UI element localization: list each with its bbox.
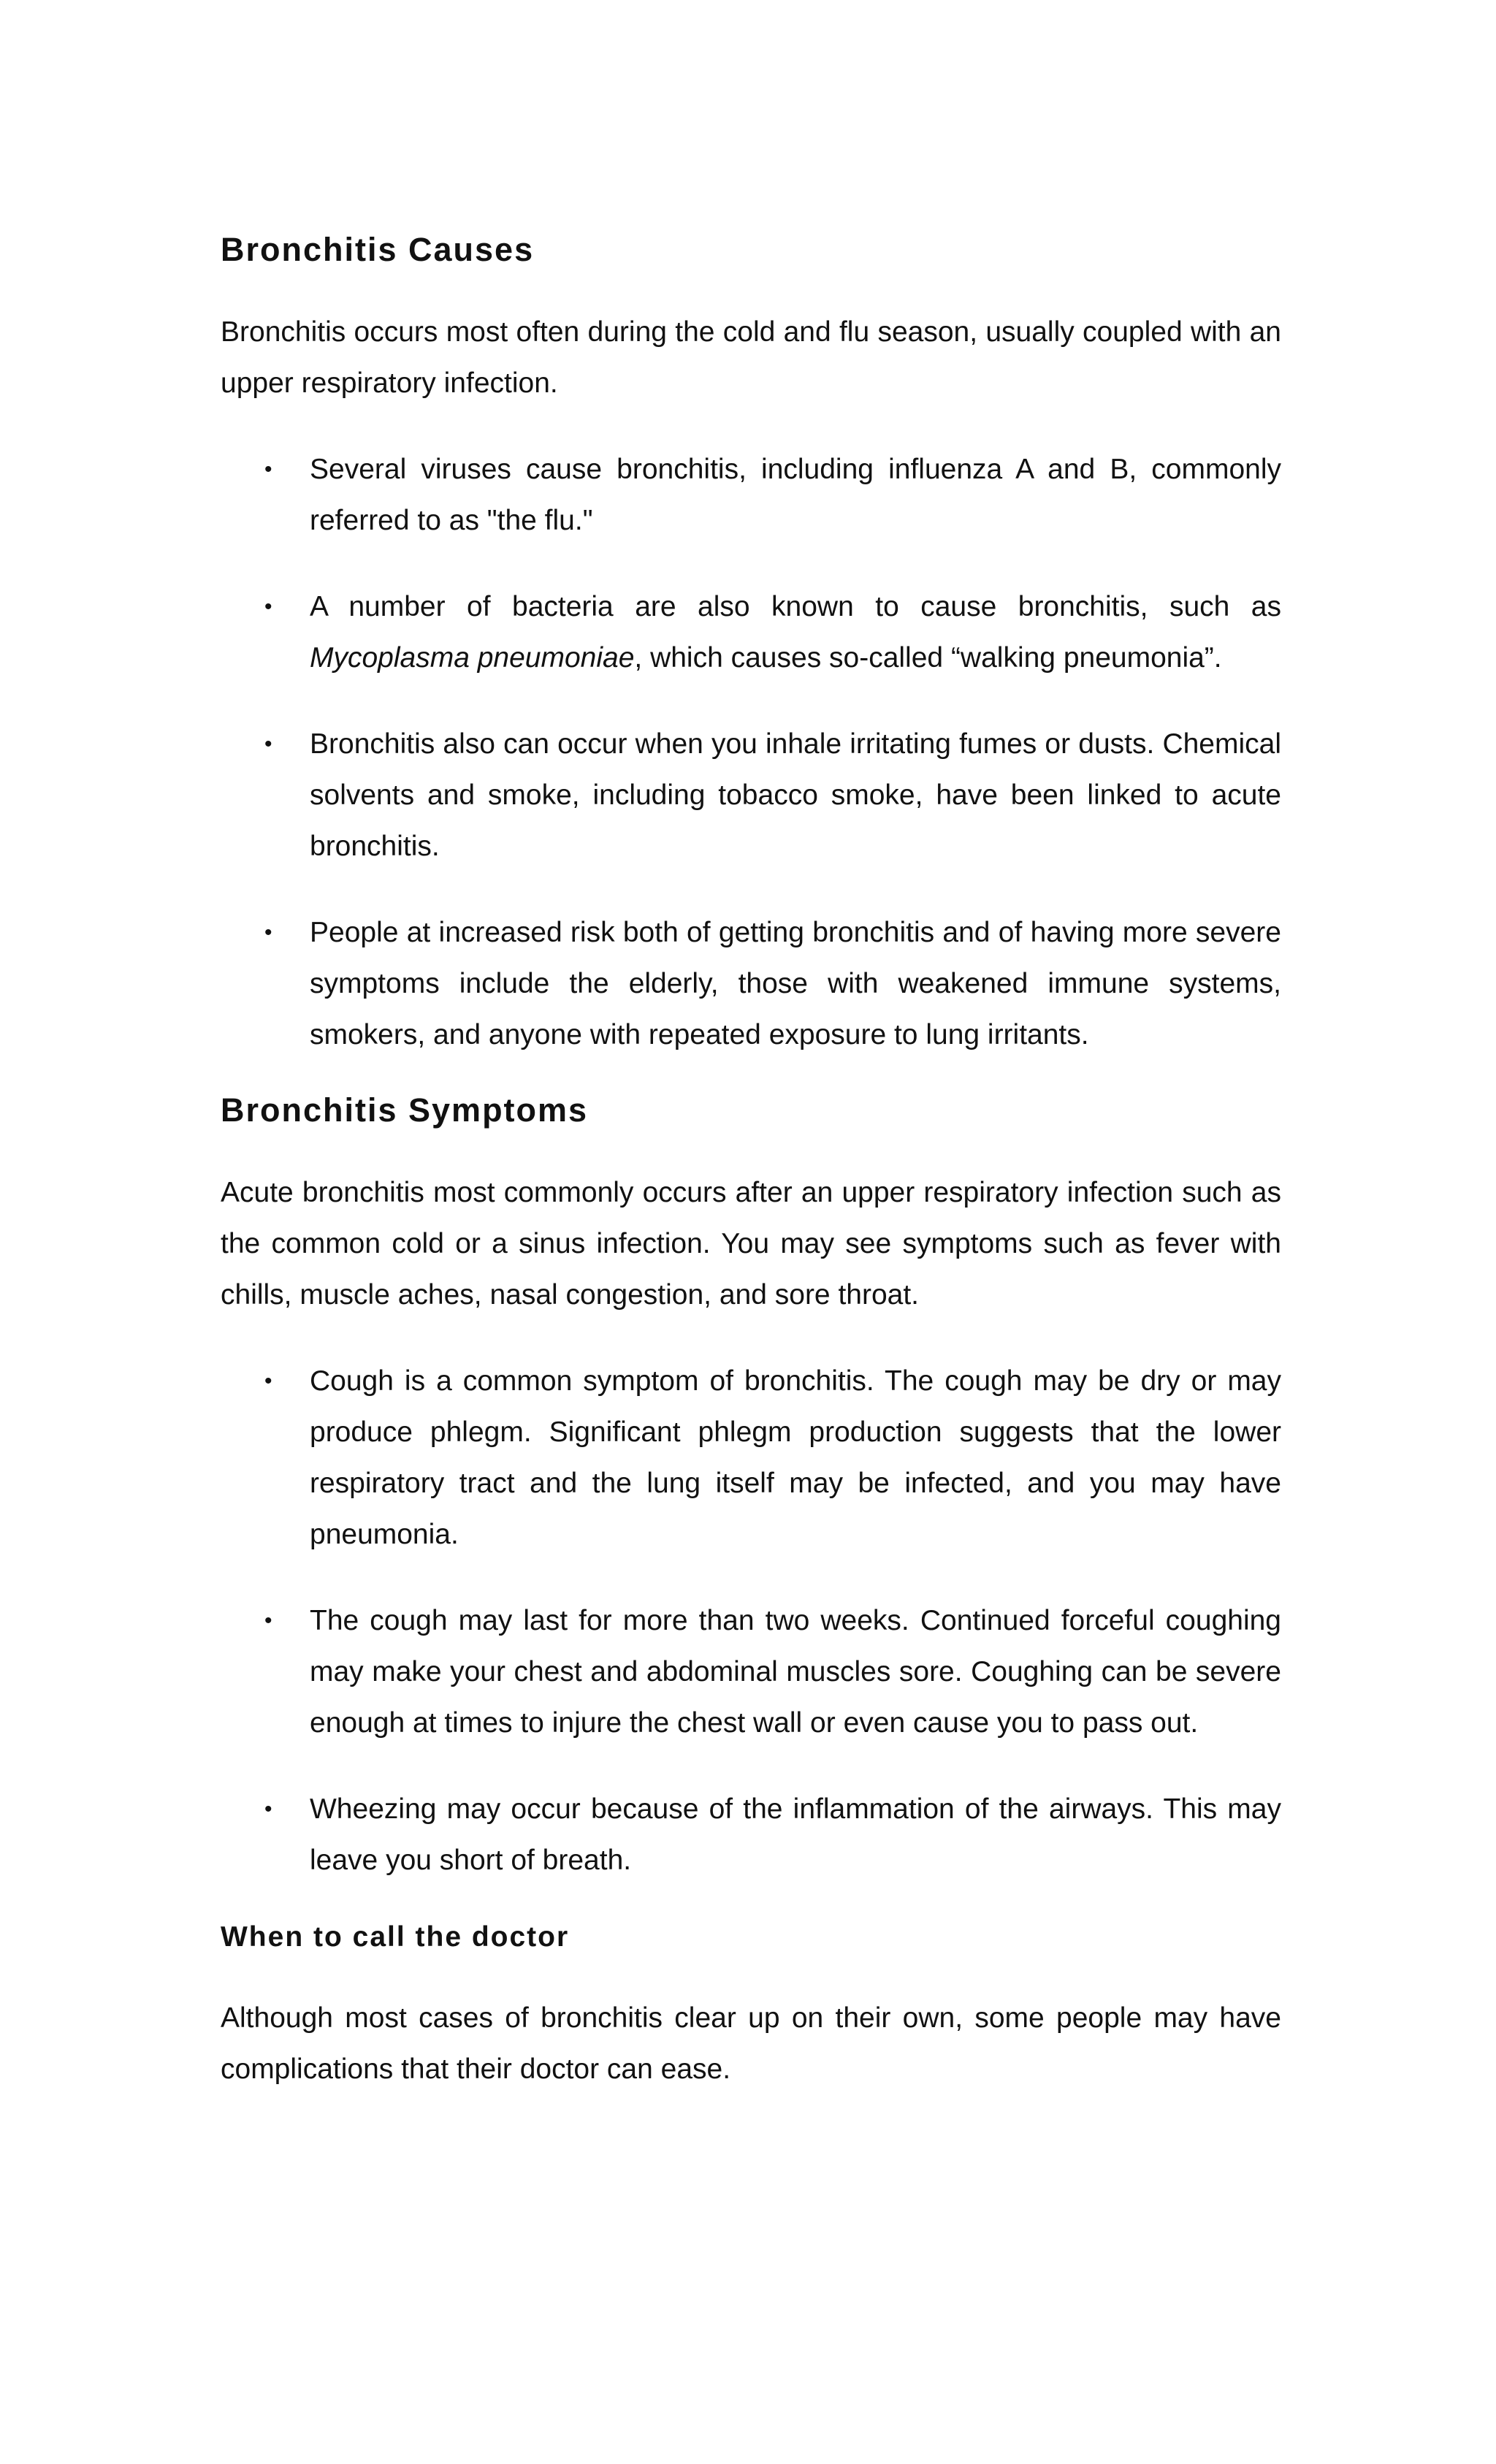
causes-heading: Bronchitis Causes	[221, 231, 535, 268]
list-item	[221, 907, 1281, 1061]
causes-intro: Bronchitis occurs most often during the cold and flu season, usually coupled with an upper respiratory infection.	[221, 316, 1281, 399]
list-item	[221, 1595, 1281, 1749]
bacteria-name: Mycoplasma pneumoniae	[310, 642, 635, 674]
symptoms-heading: Bronchitis Symptoms	[221, 1091, 589, 1129]
bullet-icon: •	[264, 595, 272, 619]
list-item	[221, 1356, 1281, 1560]
symptoms-list	[221, 1356, 1281, 1886]
list-item	[221, 719, 1281, 872]
list-item-text: The cough may last for more than two weeks. Continued forceful coughing may make your chest and abdominal muscles sore. Coughing can be severe enough at times to injure the chest wall or even cause you to pass out.	[310, 1605, 1281, 1739]
causes-list	[221, 444, 1281, 1061]
list-item-text: Several viruses cause bronchitis, including influenza A and B, commonly referred to as "the flu."	[310, 454, 1281, 536]
bullet-icon: •	[264, 920, 272, 945]
symptoms-intro: Acute bronchitis most commonly occurs after an upper respiratory infection such as the common cold or a sinus infection. You may see symptoms such as fever with chills, muscle aches, nasal congestion, and sore throat.	[221, 1177, 1281, 1311]
bullet-icon: •	[264, 732, 272, 756]
document-page	[221, 219, 1281, 2095]
list-item	[221, 444, 1281, 546]
doctor-heading: When to call the doctor	[221, 1921, 570, 1953]
bullet-icon: •	[264, 1609, 272, 1633]
list-item-text: Cough is a common symptom of bronchitis. The cough may be dry or may produce phlegm. Significant phlegm production suggests that the lower respiratory tract and the lung itself may be infected, and you may have pneumonia.	[310, 1365, 1281, 1550]
list-item	[221, 581, 1281, 684]
list-item-text: Bronchitis also can occur when you inhale irritating fumes or dusts. Chemical solvents and smoke, including tobacco smoke, have been linked to acute bronchitis.	[310, 728, 1281, 862]
list-item-text: A number of bacteria are also known to cause bronchitis, such as	[310, 591, 1281, 622]
bullet-icon: •	[264, 1369, 272, 1393]
doctor-intro: Although most cases of bronchitis clear up on their own, some people may have complications that their doctor can ease.	[221, 2002, 1281, 2085]
list-item-text: People at increased risk both of getting bronchitis and of having more severe symptoms include the elderly, those with weakened immune systems, smokers, and anyone with repeated exposure to lung irritants.	[310, 917, 1281, 1050]
bullet-icon: •	[264, 457, 272, 481]
bullet-icon: •	[264, 1797, 272, 1821]
list-item-text: , which causes so-called “walking pneumonia”.	[634, 642, 1222, 674]
list-item	[221, 1784, 1281, 1886]
list-item-text: Wheezing may occur because of the inflammation of the airways. This may leave you short of breath.	[310, 1793, 1281, 1876]
